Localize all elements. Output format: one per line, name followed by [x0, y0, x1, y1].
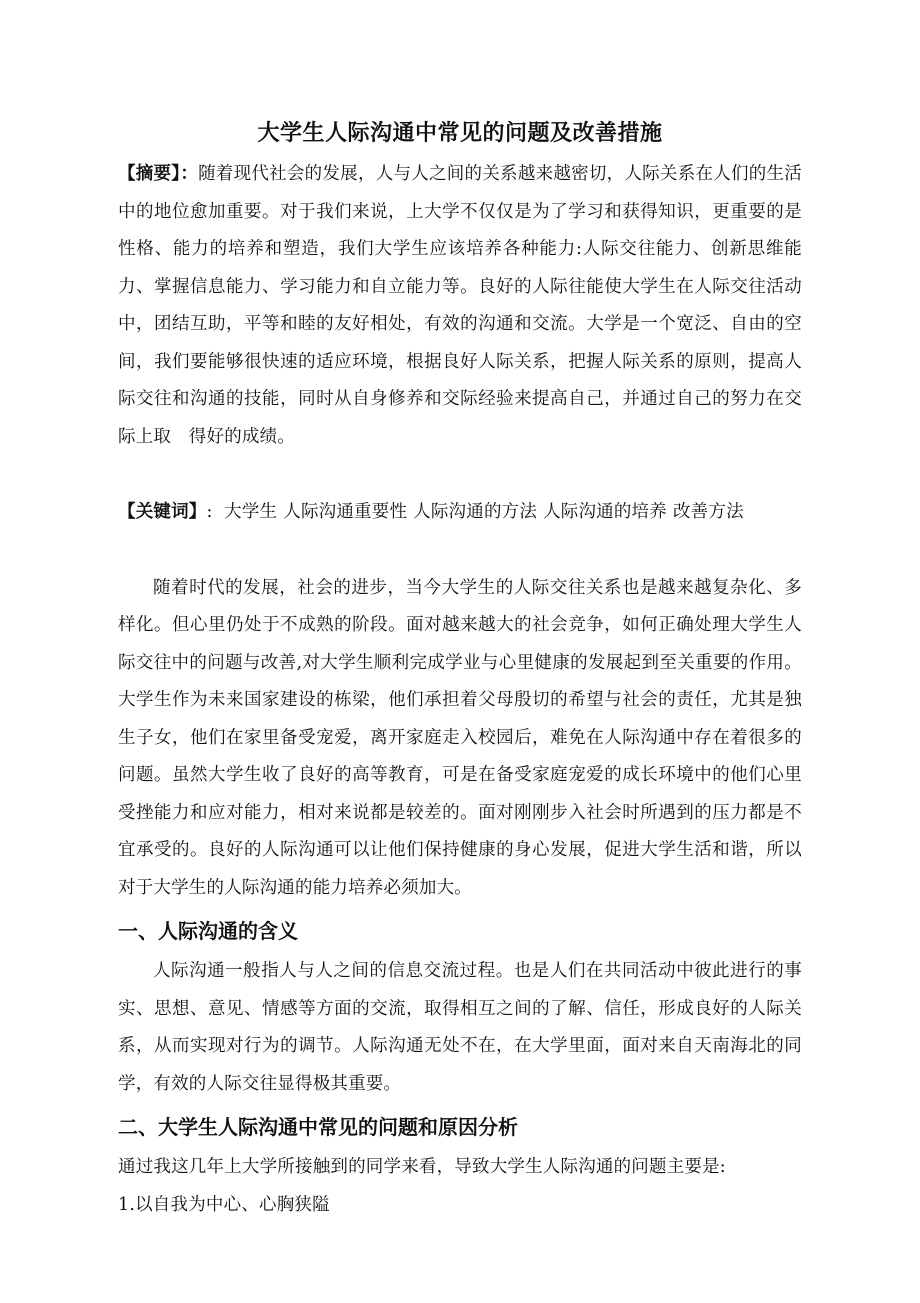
keywords-label: 【关键词】 — [118, 502, 207, 522]
abstract-text: 随着现代社会的发展，人与人之间的关系越来越密切，人际关系在人们的生活中的地位愈加重要。对于我们来说，上大学不仅仅是为了学习和获得知识，更重要的是性格、能力的培养和塑造，我们大学生应该培养各种能力:人际交往能力、创新思维能力、掌握信息能力、学习能力和自立能力等。良好的人际往能使大学生在人际交往活动中，团结互助，平等和睦的友好相处，有效的沟通和交流。大学是一个宽泛、自由的空间，我们要能够很快速的适应环境，根据良好人际关系，把握人际关系的原则，提高人际交往和沟通的技能，同时从自身修养和交际经验来提高自己，并通过自己的努力在交际上取 得好的成绩。 — [118, 164, 802, 447]
document-page — [118, 112, 802, 1224]
keyword-item: 人际沟通重要性 — [283, 502, 408, 522]
section-2-paragraph: 通过我这几年上大学所接触到的同学来看，导致大学生人际沟通的问题主要是: — [118, 1157, 726, 1177]
section-2-item-1: 1.以自我为中心、心胸狭隘 — [118, 1194, 330, 1215]
section-2-heading: 二、大学生人际沟通中常见的问题和原因分析 — [118, 1115, 518, 1139]
section-1-paragraph: 人际沟通一般指人与人之间的信息交流过程。也是人们在共同活动中彼此进行的事实、思想、意见、情感等方面的交流，取得相互之间的了解、信任，形成良好的人际关系，从而实现对行为的调节。人际沟通无处不在，在大学里面，面对来自天南海北的同学，有效的人际交往显得极其重要。 — [118, 961, 802, 1094]
intro-paragraph: 随着时代的发展，社会的进步，当今大学生的人际交往关系也是越来越复杂化、多样化。但心里仍处于不成熟的阶段。面对越来越大的社会竞争，如何正确处理大学生人际交往中的问题与改善,对大学生顺利完成学业与心里健康的发展起到至关重要的作用。大学生作为未来国家建设的栋梁，他们承担着父母殷切的希望与社会的责任，尤其是独生子女，他们在家里备受宠爱，离开家庭走入校园后，难免在人际沟通中存在着很多的问题。虽然大学生收了良好的高等教育，可是在备受家庭宠爱的成长环境中的他们心里受挫能力和应对能力，相对来说都是较差的。面对刚刚步入社会时所遇到的压力都是不宜承受的。良好的人际沟通可以让他们保持健康的身心发展，促进大学生活和谐，所以对于大学生的人际沟通的能力培养必须加大。 — [118, 577, 802, 898]
keywords-colon: : — [206, 502, 213, 522]
keyword-item: 大学生 — [224, 502, 278, 522]
abstract-colon: ： — [180, 164, 199, 184]
abstract-paragraph — [118, 156, 802, 456]
keyword-item: 人际沟通的培养 — [543, 502, 667, 522]
section-1-heading: 一、人际沟通的含义 — [118, 919, 298, 943]
abstract-label: 【摘要】 — [118, 164, 181, 184]
keyword-item: 改善方法 — [672, 502, 744, 522]
keywords-line — [118, 494, 802, 532]
keyword-item: 人际沟通的方法 — [413, 502, 538, 522]
document-title: 大学生人际沟通中常见的问题及改善措施 — [257, 121, 663, 146]
